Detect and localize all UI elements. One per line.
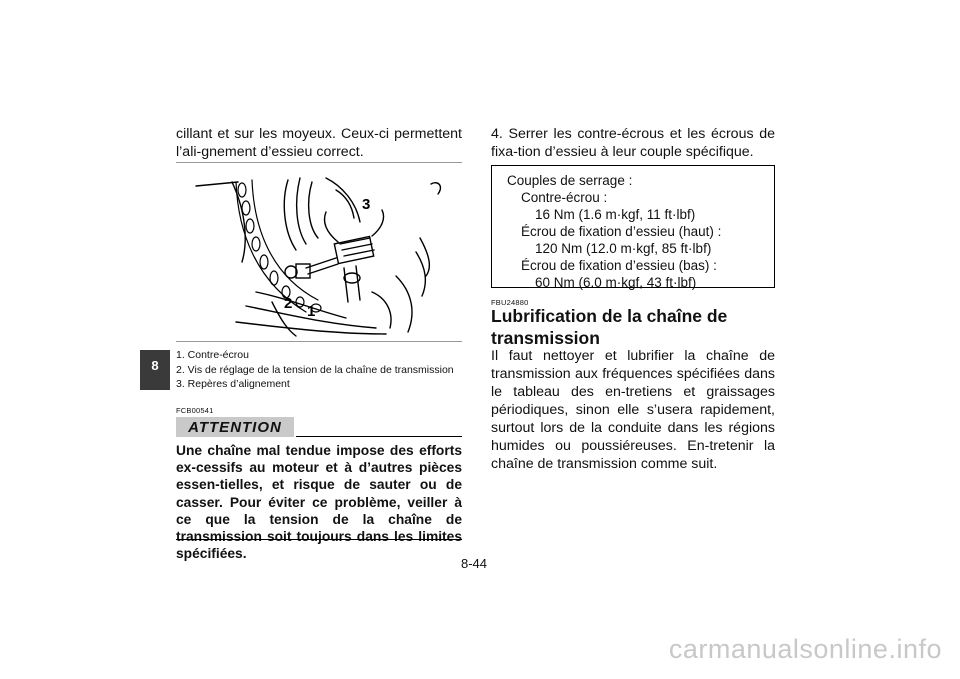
step-4: 4. Serrer les contre-écrous et les écrous de fixa-tion d’essieu à leur couple spécifique. <box>491 126 775 160</box>
section-heading: Lubrification de la chaîne de transmission <box>491 306 728 348</box>
torque-label: Écrou de fixation d’essieu (bas) : <box>521 258 717 273</box>
callout-3: 3 <box>362 196 371 213</box>
section-code: FBU24880 <box>491 298 529 307</box>
figure-caption <box>176 348 454 392</box>
torque-label: Contre-écrou : <box>521 190 608 205</box>
attention-bottom-rule <box>176 539 462 540</box>
torque-label: Écrou de fixation d’essieu (haut) : <box>521 224 722 239</box>
torque-title: Couples de serrage : <box>507 173 633 188</box>
callout-1: 1 <box>307 303 316 320</box>
attention-text: Une chaîne mal tendue impose des efforts ex-cessifs au moteur et à d’autres pièces essen-tielles, et risque de sauter ou de casser. Pour éviter ce problème, veiller à ce que la tension de la chaîne de transmission soit toujours dans les limites spécifiées. <box>176 443 462 562</box>
caption-item: 2. Vis de réglage de la tension de la chaîne de transmission <box>176 363 454 376</box>
attention-top-rule <box>296 436 462 437</box>
watermark: carmanualsonline.info <box>668 634 942 664</box>
attention-code: FCB00541 <box>176 406 214 415</box>
caption-item: 1. Contre-écrou <box>176 349 249 361</box>
intro-text: cillant et sur les moyeux. Ceux-ci permettent l’ali-gnement d’essieu correct. <box>176 126 462 160</box>
callout-2: 2 <box>284 295 293 312</box>
torque-value: 120 Nm (12.0 m·kgf, 85 ft·lbf) <box>535 241 712 256</box>
attention-badge: ATTENTION <box>176 417 294 437</box>
torque-value: 60 Nm (6.0 m·kgf, 43 ft·lbf) <box>535 275 697 290</box>
section-tab: 8 <box>140 350 170 390</box>
divider <box>176 162 462 163</box>
section-body: Il faut nettoyer et lubrifier la chaîne de transmission aux fréquences spécifiées dans le tableau des en-tretiens et graissages périodiques, sinon elle s’usera rapidement, surtout lors de la conduite dans les régions humides ou poussiéreuses. En-tretenir la chaîne de transmission comme suit. <box>491 348 775 472</box>
chain-adjuster-illustration <box>176 172 463 337</box>
torque-box <box>491 165 775 288</box>
torque-value: 16 Nm (1.6 m·kgf, 11 ft·lbf) <box>535 207 696 222</box>
figure-bottom-divider <box>176 341 462 342</box>
caption-item: 3. Repères d’alignement <box>176 378 290 390</box>
page-number: 8-44 <box>461 556 488 571</box>
